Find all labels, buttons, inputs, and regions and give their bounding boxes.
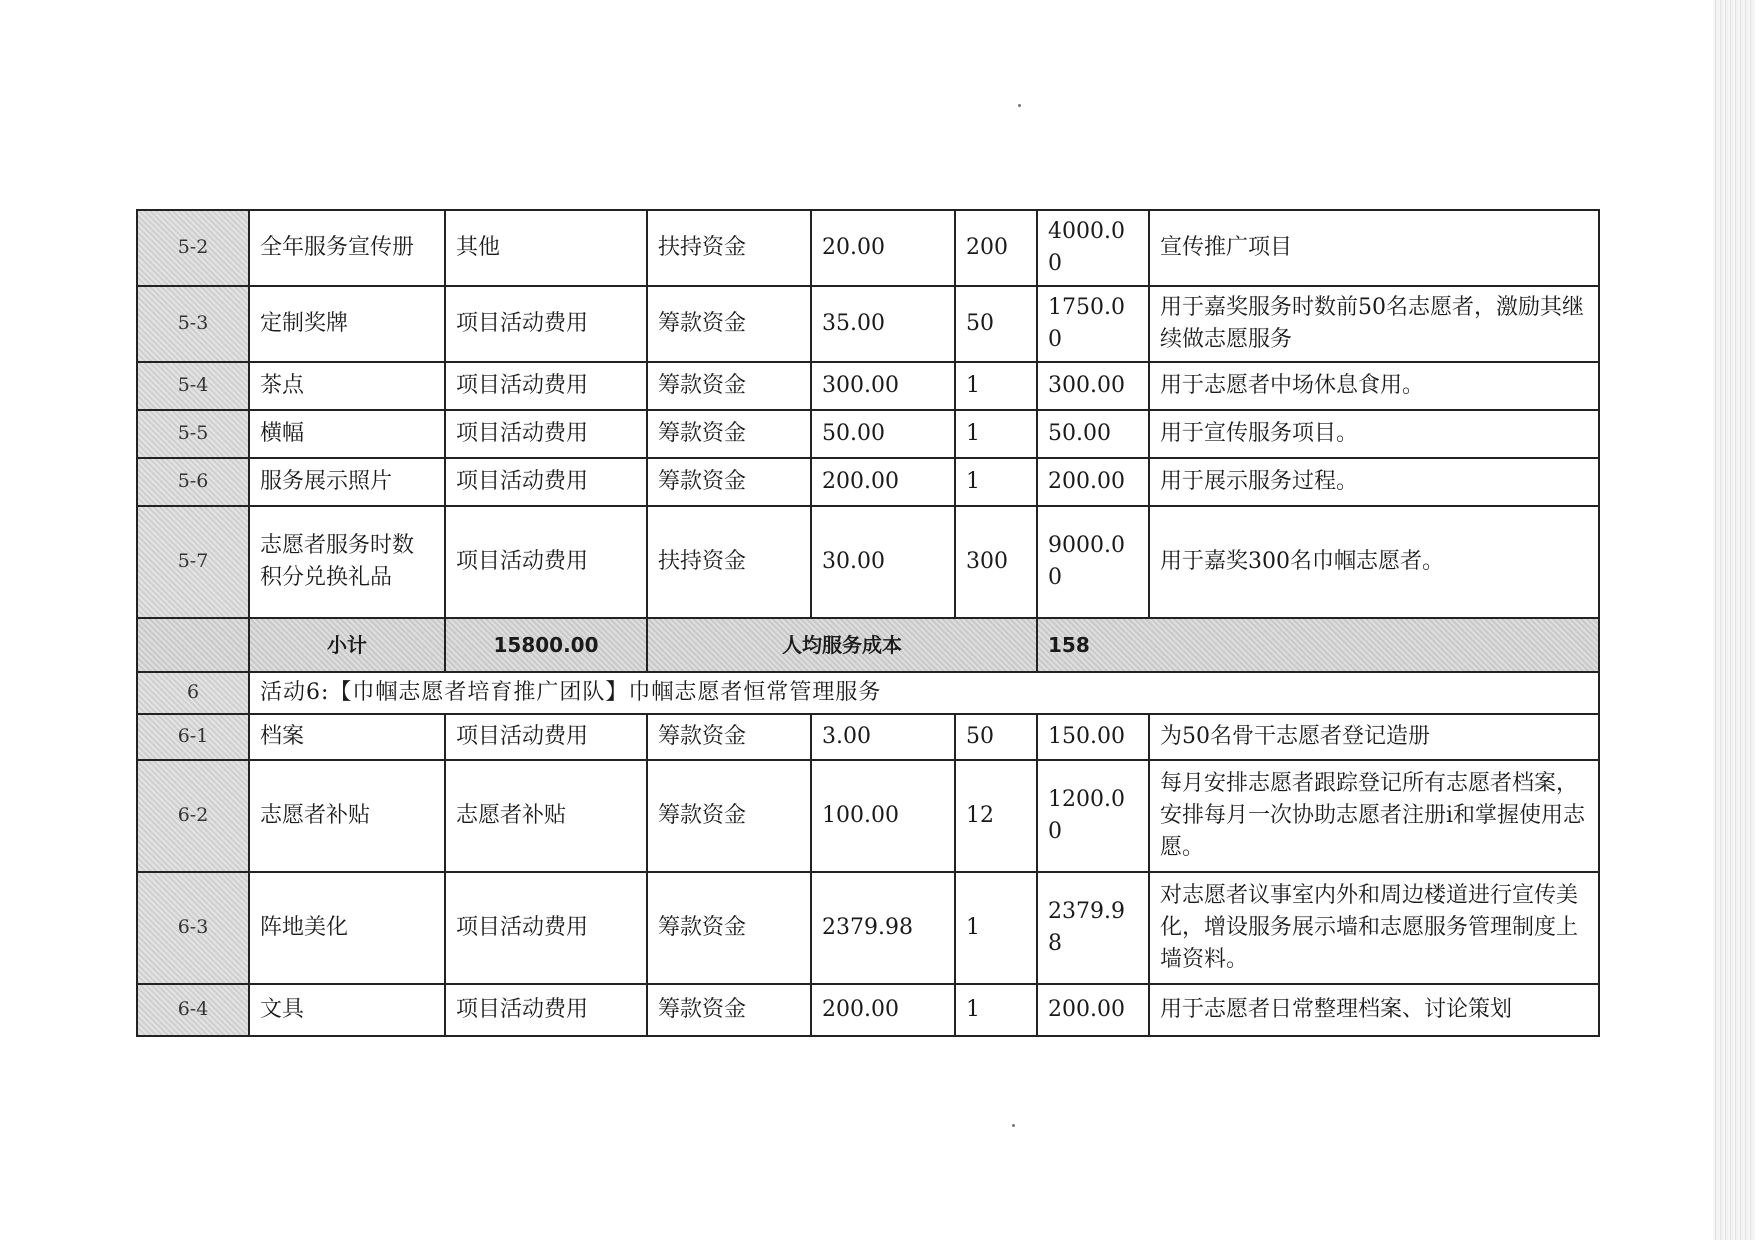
- note-cell: 为50名骨干志愿者登记造册: [1149, 714, 1599, 760]
- row-id-cell: 5-2: [137, 210, 249, 286]
- quantity-cell: 1: [955, 362, 1037, 410]
- table-row: [137, 410, 1599, 458]
- note-cell: 宣传推广项目: [1149, 210, 1599, 286]
- fund-source-cell: 筹款资金: [647, 760, 811, 872]
- item-name-cell: 横幅: [249, 410, 445, 458]
- total-cell: 300.00: [1037, 362, 1149, 410]
- category-cell: 其他: [445, 210, 647, 286]
- category-cell: 志愿者补贴: [445, 760, 647, 872]
- unit-price-cell: 200.00: [811, 458, 955, 506]
- total-cell: 9000.00: [1037, 506, 1149, 618]
- category-cell: 项目活动费用: [445, 286, 647, 362]
- unit-price-cell: 300.00: [811, 362, 955, 410]
- fund-source-cell: 筹款资金: [647, 872, 811, 984]
- budget-table: [136, 209, 1600, 1037]
- item-name-cell: 志愿者服务时数积分兑换礼品: [249, 506, 445, 618]
- table-row: [137, 872, 1599, 984]
- quantity-cell: 200: [955, 210, 1037, 286]
- row-id-cell: 6-2: [137, 760, 249, 872]
- unit-price-cell: 2379.98: [811, 872, 955, 984]
- row-id-cell: 5-3: [137, 286, 249, 362]
- quantity-cell: 1: [955, 872, 1037, 984]
- quantity-cell: 1: [955, 984, 1037, 1036]
- quantity-cell: 12: [955, 760, 1037, 872]
- item-name-cell: 阵地美化: [249, 872, 445, 984]
- total-cell: 200.00: [1037, 984, 1149, 1036]
- row-id-cell: 6-1: [137, 714, 249, 760]
- quantity-cell: 300: [955, 506, 1037, 618]
- category-cell: 项目活动费用: [445, 714, 647, 760]
- category-cell: 项目活动费用: [445, 506, 647, 618]
- table-row: [137, 458, 1599, 506]
- per-capita-value: 158: [1037, 618, 1599, 672]
- note-cell: 用于宣传服务项目。: [1149, 410, 1599, 458]
- fund-source-cell: 筹款资金: [647, 984, 811, 1036]
- item-name-cell: 志愿者补贴: [249, 760, 445, 872]
- category-cell: 项目活动费用: [445, 410, 647, 458]
- item-name-cell: 定制奖牌: [249, 286, 445, 362]
- row-id-cell: 5-7: [137, 506, 249, 618]
- quantity-cell: 1: [955, 458, 1037, 506]
- item-name-cell: 文具: [249, 984, 445, 1036]
- total-cell: 1750.00: [1037, 286, 1149, 362]
- item-name-cell: 全年服务宣传册: [249, 210, 445, 286]
- quantity-cell: 1: [955, 410, 1037, 458]
- table-row: [137, 210, 1599, 286]
- unit-price-cell: 200.00: [811, 984, 955, 1036]
- scan-speck: [1018, 104, 1021, 107]
- note-cell: 用于嘉奖服务时数前50名志愿者，激励其继续做志愿服务: [1149, 286, 1599, 362]
- fund-source-cell: 筹款资金: [647, 714, 811, 760]
- category-cell: 项目活动费用: [445, 872, 647, 984]
- table-row: [137, 984, 1599, 1036]
- fund-source-cell: 筹款资金: [647, 362, 811, 410]
- total-cell: 4000.00: [1037, 210, 1149, 286]
- unit-price-cell: 50.00: [811, 410, 955, 458]
- unit-price-cell: 20.00: [811, 210, 955, 286]
- table-row: [137, 714, 1599, 760]
- quantity-cell: 50: [955, 286, 1037, 362]
- activity-header-row: [137, 672, 1599, 714]
- fund-source-cell: 扶持资金: [647, 506, 811, 618]
- rows-activity-5: [137, 210, 1599, 618]
- note-cell: 用于展示服务过程。: [1149, 458, 1599, 506]
- category-cell: 项目活动费用: [445, 458, 647, 506]
- quantity-cell: 50: [955, 714, 1037, 760]
- subtotal-label: 小计: [249, 618, 445, 672]
- item-name-cell: 茶点: [249, 362, 445, 410]
- unit-price-cell: 30.00: [811, 506, 955, 618]
- category-cell: 项目活动费用: [445, 984, 647, 1036]
- fund-source-cell: 筹款资金: [647, 458, 811, 506]
- note-cell: 对志愿者议事室内外和周边楼道进行宣传美化，增设服务展示墙和志愿服务管理制度上墙资料。: [1149, 872, 1599, 984]
- unit-price-cell: 35.00: [811, 286, 955, 362]
- total-cell: 2379.98: [1037, 872, 1149, 984]
- rows-activity-6: [137, 714, 1599, 1036]
- total-cell: 150.00: [1037, 714, 1149, 760]
- table-row: [137, 362, 1599, 410]
- item-name-cell: 服务展示照片: [249, 458, 445, 506]
- note-cell: 每月安排志愿者跟踪登记所有志愿者档案，安排每月一次协助志愿者注册i和掌握使用志愿。: [1149, 760, 1599, 872]
- activity-title: 活动6:【巾帼志愿者培育推广团队】巾帼志愿者恒常管理服务: [249, 672, 1599, 714]
- category-cell: 项目活动费用: [445, 362, 647, 410]
- total-cell: 50.00: [1037, 410, 1149, 458]
- item-name-cell: 档案: [249, 714, 445, 760]
- row-id-cell: 5-4: [137, 362, 249, 410]
- total-cell: 1200.00: [1037, 760, 1149, 872]
- row-id-cell: 6-4: [137, 984, 249, 1036]
- table-row: [137, 506, 1599, 618]
- subtotal-row: [137, 618, 1599, 672]
- unit-price-cell: 100.00: [811, 760, 955, 872]
- table-row: [137, 760, 1599, 872]
- row-id-cell: 6-3: [137, 872, 249, 984]
- unit-price-cell: 3.00: [811, 714, 955, 760]
- fund-source-cell: 筹款资金: [647, 410, 811, 458]
- total-cell: 200.00: [1037, 458, 1149, 506]
- note-cell: 用于志愿者中场休息食用。: [1149, 362, 1599, 410]
- fund-source-cell: 扶持资金: [647, 210, 811, 286]
- scan-speck: [1012, 1124, 1015, 1127]
- activity-id: 6: [137, 672, 249, 714]
- table-row: [137, 286, 1599, 362]
- note-cell: 用于志愿者日常整理档案、讨论策划: [1149, 984, 1599, 1036]
- scan-edge-shading: [1713, 0, 1755, 1240]
- per-capita-label: 人均服务成本: [647, 618, 1037, 672]
- fund-source-cell: 筹款资金: [647, 286, 811, 362]
- row-id-cell: 5-6: [137, 458, 249, 506]
- row-id-cell: 5-5: [137, 410, 249, 458]
- subtotal-amount: 15800.00: [445, 618, 647, 672]
- note-cell: 用于嘉奖300名巾帼志愿者。: [1149, 506, 1599, 618]
